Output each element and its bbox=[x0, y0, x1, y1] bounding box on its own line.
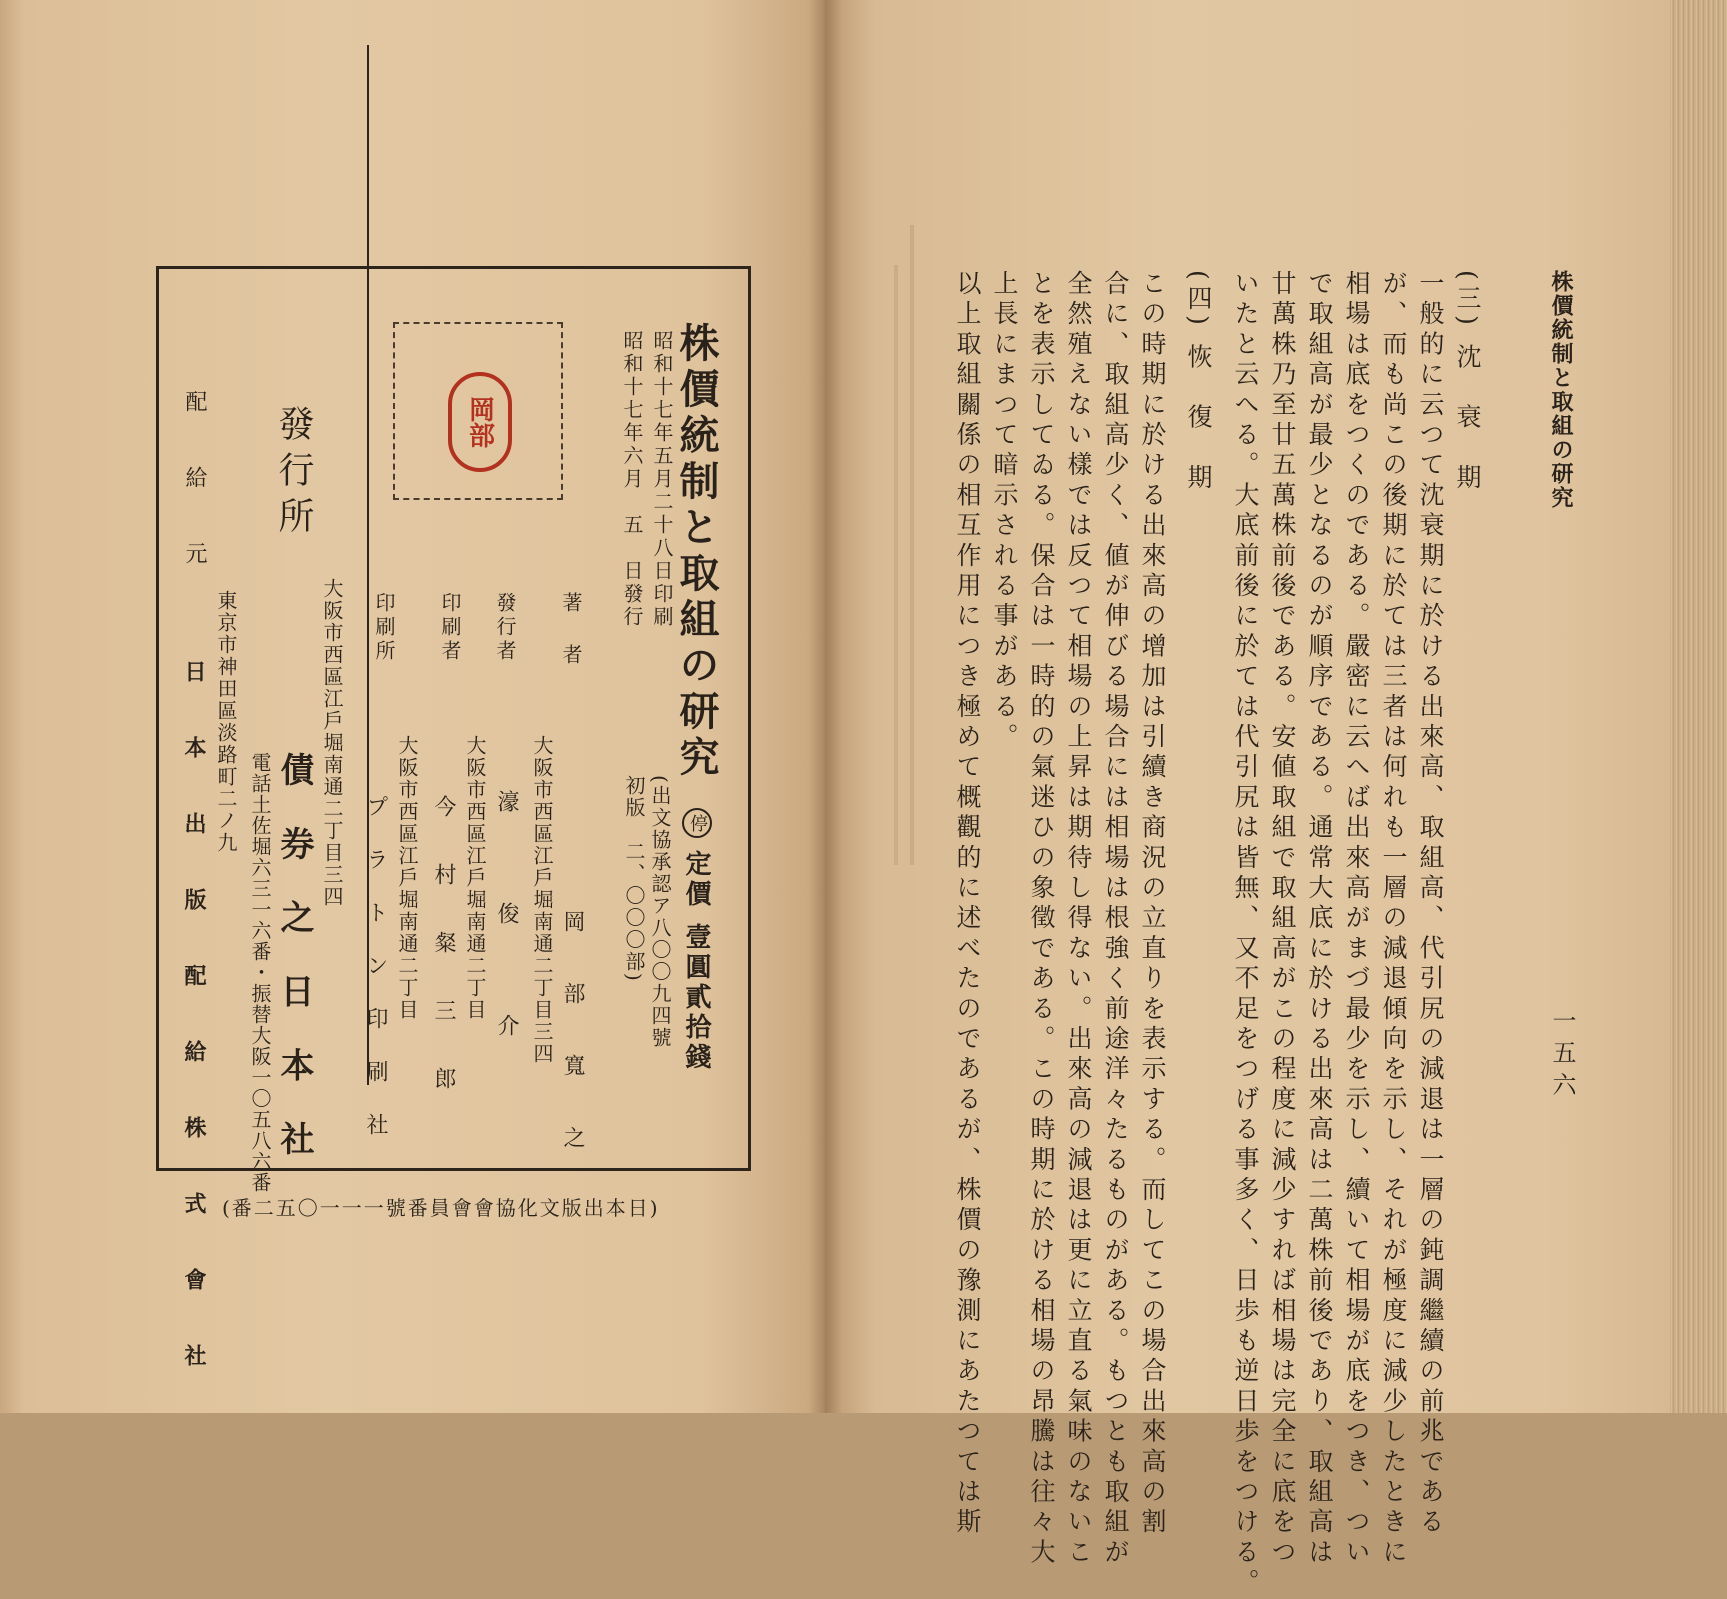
text-column: 相場は底をつくのである。嚴密に云へば出來高がまづ最少を示し、續いて相場が底をつき、つい bbox=[1342, 270, 1371, 1569]
text-column: で取組高が最少となるのが順序である。通常大底に於ける出來高は二萬株前後であり、取組高は bbox=[1305, 270, 1334, 1569]
author-name: 岡 部 寬 之 bbox=[560, 910, 585, 1162]
section-heading-4: (四) 恢 復 期 bbox=[1184, 270, 1213, 495]
text-column: 全然殖えない樣では反つて相場の上昇は期待し得ない。出來高の減退は更に立直る氣味のないこ bbox=[1064, 270, 1093, 1569]
publisher-name: 債 券 之 日 本 社 bbox=[274, 752, 314, 1170]
print-shop-name: プ ラ ト ン 印 刷 社 bbox=[363, 795, 388, 1147]
bleed-texture bbox=[880, 225, 920, 925]
text-column: 一般的に云つて沈衰期に於ける出來高、取組高、代引尻の減退は一層の鈍調繼續の前兆である bbox=[1416, 270, 1445, 1539]
text-column: が、而も尚この後期に於ては三者は何れも一層の減退傾向を示し、それが極度に減少したときに bbox=[1379, 270, 1408, 1569]
print-shop-address: 大阪市西區江戶堀南通二丁目 bbox=[395, 735, 419, 1021]
label-author: 著 者 bbox=[559, 592, 583, 670]
distributor-label: 配 給 元 bbox=[182, 390, 207, 580]
text-column: この時期に於ける出來高の增加は引續き商況の立直りを表示する。而してこの場合出來高の割 bbox=[1138, 270, 1167, 1539]
publisher-phone: 電話土佐堀六三一六番・振替大阪一〇五八六番 bbox=[248, 752, 272, 1193]
publisher-person-name: 濠 俊 介 bbox=[494, 790, 519, 1042]
text-column: 廿萬株乃至廿五萬株前後である。安値取組で取組高がこの程度に減少すれば相場は完全に底をつ bbox=[1268, 270, 1297, 1569]
book-title: 株價統制と取組の研究 bbox=[673, 322, 720, 782]
bleed-through bbox=[880, 225, 920, 925]
edition-count: 初版 二、〇〇〇部) bbox=[622, 775, 646, 983]
page-number: 一五六 bbox=[1548, 1008, 1576, 1104]
print-date: 昭和十七年五月二十八日印刷 bbox=[650, 330, 674, 629]
approval-number: (出文協承認ア八〇〇九四號 bbox=[648, 775, 672, 1049]
text-column: 合に、取組高少く、値が伸びる場合には相場は根強く前途洋々たるものがある。もつとも取組が bbox=[1101, 270, 1130, 1569]
page-edges bbox=[1670, 0, 1727, 1413]
text-column: 上長にまつて暗示される事がある。 bbox=[990, 270, 1019, 754]
text-column: いたと云へる。大底前後に於ては代引尻は皆無、又不足をつげる事多く、日歩も逆日歩をつける。 bbox=[1231, 270, 1260, 1599]
publisher-label: 發行所 bbox=[273, 405, 314, 543]
label-printer-person: 印刷者 bbox=[438, 592, 462, 664]
member-number: (日本出版文化協會會員番號一一一〇五二番) bbox=[222, 1196, 660, 1220]
distributor-name: 日 本 出 版 配 給 株 式 會 社 bbox=[181, 660, 207, 1382]
label-print-shop: 印刷所 bbox=[372, 592, 396, 664]
book-spine bbox=[808, 0, 842, 1413]
label-publisher-person: 發行者 bbox=[493, 592, 517, 664]
distributor-address: 東京市神田區淡路町二ノ九 bbox=[214, 590, 238, 854]
printer-address: 大阪市西區江戶堀南通二丁目 bbox=[463, 735, 487, 1021]
publisher-address: 大阪市西區江戶堀南通二丁目三四 bbox=[320, 578, 344, 908]
price: 定價 壹圓貳拾錢 bbox=[681, 850, 711, 1074]
running-head: 株價統制と取組の研究 bbox=[1548, 270, 1574, 510]
approval-mark: 停 bbox=[682, 808, 712, 838]
section-heading-3: (三) 沈 衰 期 bbox=[1453, 270, 1482, 495]
author-seal: 岡部 bbox=[448, 372, 512, 472]
author-address: 大阪市西區江戶堀南通二丁目三四 bbox=[530, 735, 554, 1065]
text-column: 以上取組關係の相互作用につき極めて概觀的に述べたのであるが、株價の豫測にあたつては斯 bbox=[953, 270, 982, 1539]
issue-date: 昭和十七年六月 五 日發行 bbox=[620, 330, 644, 629]
text-column: とを表示してゐる。保合は一時的の氣迷ひの象徵である。この時期に於ける相場の昂騰は往々大 bbox=[1027, 270, 1056, 1569]
printer-person-name: 今 村 粲 三 郎 bbox=[431, 795, 456, 1101]
